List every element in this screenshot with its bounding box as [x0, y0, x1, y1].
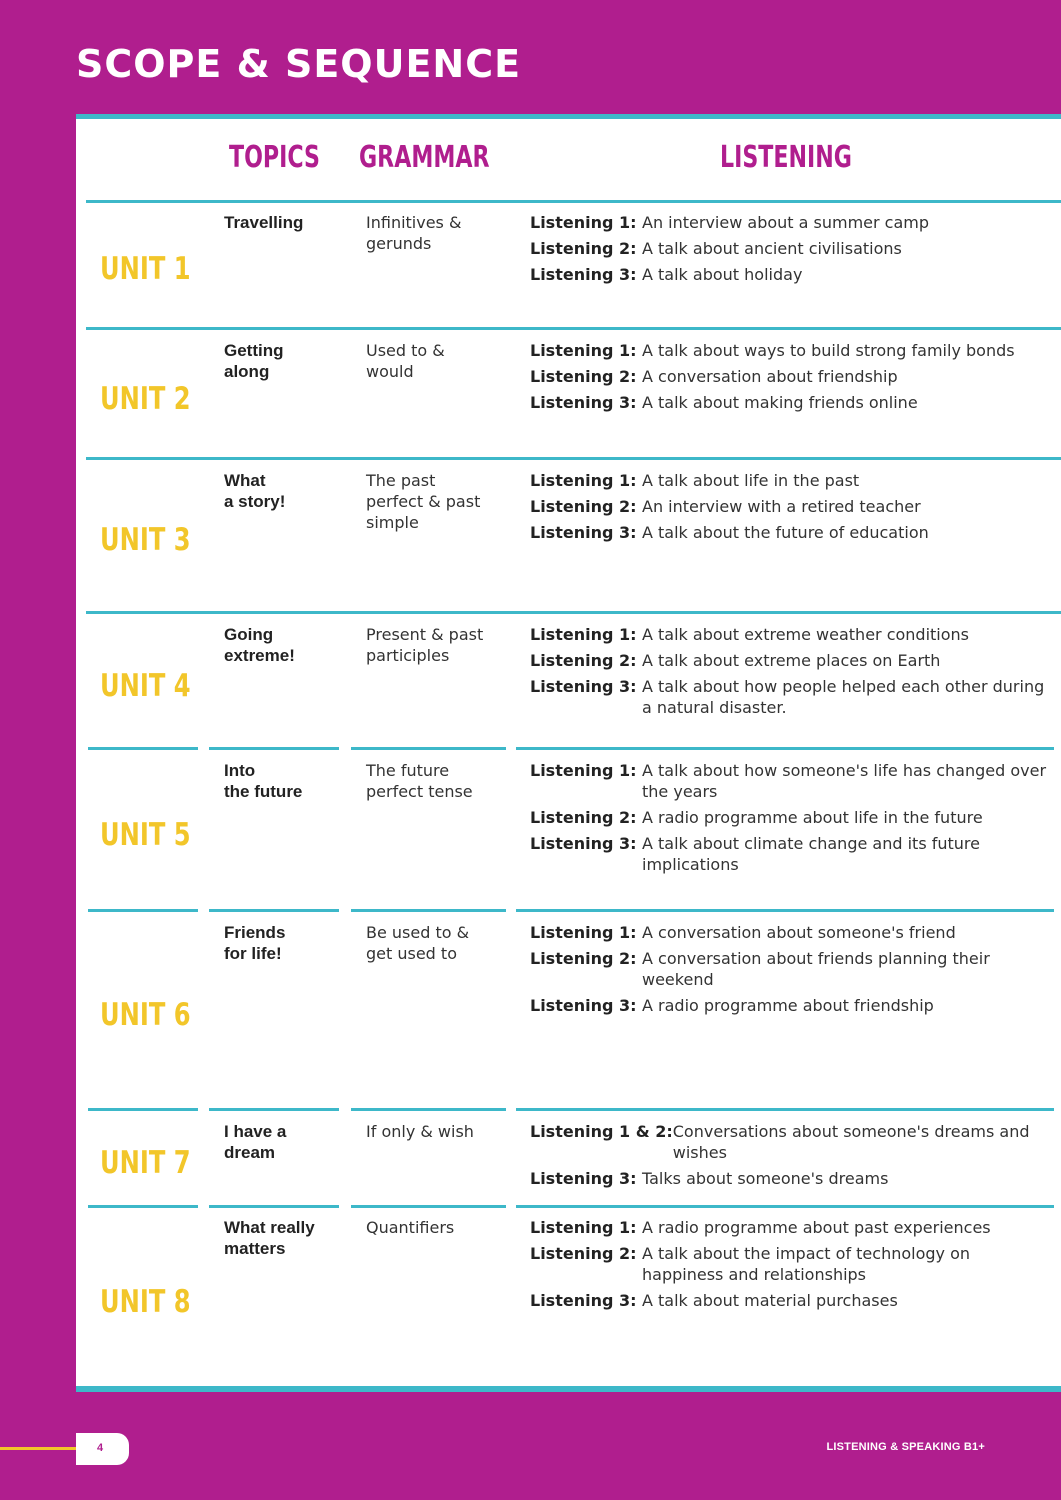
unit-topic: What a story!	[224, 471, 286, 511]
scope-table	[76, 114, 1061, 1392]
top-divider	[76, 114, 1061, 119]
listening-item: Listening 3: Talks about someone's dreams	[530, 1169, 889, 1188]
listening-item: Listening 2: A talk about extreme places on Earth	[530, 651, 941, 670]
unit-listening	[530, 212, 1055, 290]
listening-item: Listening 2: A conversation about friendship	[530, 367, 898, 386]
listening-item: Listening 3: A talk about climate change and its future implications	[530, 834, 980, 874]
listening-item: Listening 1: A talk about life in the past	[530, 471, 860, 490]
footer-accent-line	[0, 1447, 76, 1450]
unit-label: UNIT 8	[100, 1284, 191, 1320]
bottom-divider	[76, 1386, 1061, 1392]
row-divider	[86, 457, 1061, 460]
unit-topic: Going extreme!	[224, 625, 295, 665]
unit-label: UNIT 4	[100, 668, 191, 704]
listening-item: Listening 1: A talk about how someone's life has changed over the years	[530, 761, 1047, 801]
row-divider	[516, 909, 1054, 912]
unit-listening	[530, 760, 1055, 880]
listening-item: Listening 3: A talk about holiday	[530, 265, 803, 284]
unit-grammar: The past perfect & past simple	[366, 471, 481, 532]
unit-listening	[530, 922, 1055, 1021]
row-divider	[209, 747, 339, 750]
row-divider	[209, 1108, 339, 1111]
listening-item: Listening 3: A talk about making friends online	[530, 393, 918, 412]
row-divider	[351, 747, 506, 750]
unit-topic: Into the future	[224, 761, 303, 801]
unit-grammar: If only & wish	[366, 1122, 474, 1141]
unit-listening	[530, 470, 1055, 548]
unit-topic: Getting along	[224, 341, 284, 381]
row-divider	[88, 1108, 198, 1111]
unit-grammar: Quantifiers	[366, 1218, 455, 1237]
listening-item: Listening 2: A talk about the impact of technology on happiness and relationships	[530, 1244, 971, 1284]
unit-listening	[530, 1121, 1055, 1194]
listening-item: Listening 3: A talk about how people helped each other during a natural disaster.	[530, 677, 1045, 717]
unit-label: UNIT 3	[100, 522, 191, 558]
listening-item: Listening 3: A radio programme about friendship	[530, 996, 934, 1015]
listening-item: Listening 2: An interview with a retired teacher	[530, 497, 921, 516]
unit-label: UNIT 5	[100, 817, 191, 853]
unit-listening	[530, 624, 1055, 723]
row-divider	[88, 1205, 198, 1208]
listening-header: LISTENING	[720, 140, 852, 175]
listening-item: Listening 1: A conversation about someone's friend	[530, 923, 956, 942]
topics-header: TOPICS	[229, 140, 320, 175]
unit-label: UNIT 7	[100, 1145, 191, 1181]
page-title: SCOPE & SEQUENCE	[76, 42, 522, 86]
unit-label: UNIT 6	[100, 997, 191, 1033]
listening-item: Listening 2: A talk about ancient civilisations	[530, 239, 902, 258]
listening-item: Listening 1: A radio programme about past experiences	[530, 1218, 991, 1237]
unit-grammar: Infinitives & gerunds	[366, 213, 462, 253]
row-divider	[88, 747, 198, 750]
listening-item: Listening 3: A talk about material purchases	[530, 1291, 898, 1310]
listening-item: Listening 1: An interview about a summer camp	[530, 213, 930, 232]
unit-topic: Travelling	[224, 213, 304, 232]
row-divider	[516, 747, 1054, 750]
row-divider	[351, 1108, 506, 1111]
unit-grammar: Used to & would	[366, 341, 445, 381]
row-divider	[86, 611, 1061, 614]
listening-item: Listening 2: A radio programme about life in the future	[530, 808, 983, 827]
listening-item: Listening 1 & 2: Conversations about someone's dreams and wishes	[530, 1122, 1030, 1162]
row-divider	[516, 1205, 1054, 1208]
book-title: LISTENING & SPEAKING B1+	[826, 1441, 985, 1453]
listening-item: Listening 3: A talk about the future of education	[530, 523, 929, 542]
unit-topic: I have a dream	[224, 1122, 287, 1162]
row-divider	[351, 1205, 506, 1208]
unit-grammar: Be used to & get used to	[366, 923, 470, 963]
row-divider	[209, 909, 339, 912]
listening-item: Listening 1: A talk about extreme weather conditions	[530, 625, 970, 644]
unit-label: UNIT 2	[100, 381, 191, 417]
unit-listening	[530, 340, 1055, 418]
unit-label: UNIT 1	[100, 251, 191, 287]
unit-grammar: The future perfect tense	[366, 761, 473, 801]
listening-item: Listening 2: A conversation about friends planning their weekend	[530, 949, 990, 989]
page-number: 4	[76, 1433, 129, 1465]
listening-item: Listening 1: A talk about ways to build strong family bonds	[530, 341, 1015, 360]
row-divider	[209, 1205, 339, 1208]
row-divider	[516, 1108, 1054, 1111]
grammar-header: GRAMMAR	[359, 140, 490, 175]
unit-grammar: Present & past participles	[366, 625, 484, 665]
row-divider	[88, 909, 198, 912]
row-divider	[86, 327, 1061, 330]
row-divider	[86, 200, 1061, 203]
row-divider	[351, 909, 506, 912]
unit-topic: What really matters	[224, 1218, 315, 1258]
unit-listening	[530, 1217, 1055, 1316]
unit-topic: Friends for life!	[224, 923, 286, 963]
